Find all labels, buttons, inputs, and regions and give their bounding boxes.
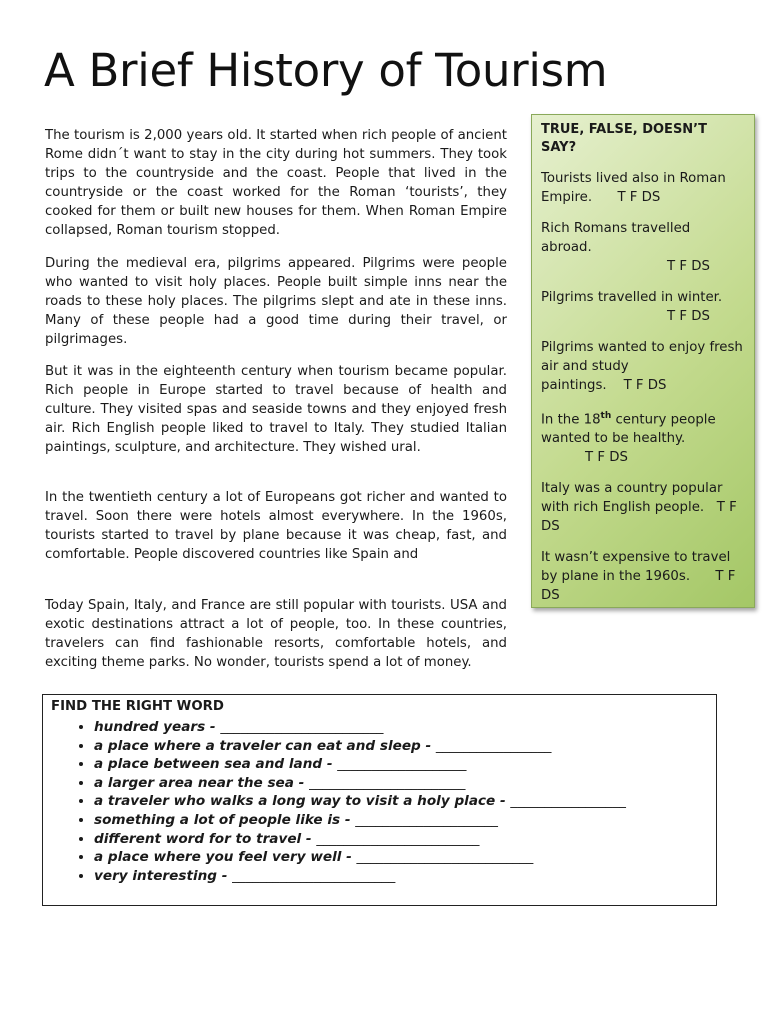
list-item (94, 737, 626, 756)
article-paragraph: In the twentieth century a lot of Europeans got richer and wanted to travel. Soon there were hotels almost everywhere. In the 1960s, tourists started to travel by plane because it was cheap, fast, and comfortable. People discovered countries like Spain and (45, 490, 507, 562)
quiz-question (541, 407, 745, 467)
quiz-question (541, 548, 745, 605)
clue-text: different word for to travel - (94, 830, 317, 847)
question-text: Tourists lived also in Roman Empire. (541, 171, 726, 205)
answer-options[interactable]: T F DS (667, 309, 710, 324)
answer-blank[interactable]: ________________________ (220, 719, 384, 735)
article-paragraph: During the medieval era, pilgrims appeared. Pilgrims were people who wanted to visit holy places. People built simple inns near the roads to these holy places. The pilgrims slept and ate in these inns. Many of these people had a good time during their travel, or pilgrimages. (45, 256, 507, 347)
clue-text: a traveler who walks a long way to visit a holy place - (94, 793, 511, 810)
question-text: Italy was a country popular with rich English people. (541, 481, 723, 516)
clue-text: something a lot of people like is - (94, 811, 356, 828)
answer-blank[interactable]: ________________________ (232, 867, 396, 884)
answer-blank[interactable]: ___________________ (337, 756, 467, 773)
question-text-part: In the 18 (541, 412, 601, 428)
quiz-question (541, 219, 745, 276)
answer-blank[interactable]: _________________ (510, 793, 626, 810)
answer-blank[interactable]: _______________________ (309, 774, 466, 791)
quiz-question (541, 479, 745, 536)
quiz-question (541, 288, 745, 326)
question-text: It wasn’t expensive to travel by plane in the 1960s. (541, 550, 731, 585)
question-text: Pilgrims travelled in winter. (541, 290, 723, 305)
clue-text: a larger area near the sea - (94, 774, 310, 791)
clue-text: hundred years - (94, 719, 221, 735)
answer-options[interactable]: T F DS (617, 190, 661, 205)
answer-blank[interactable]: _________________ (435, 737, 552, 754)
article-paragraph: The tourism is 2,000 years old. It started when rich people of ancient Rome didn´t want to stay in the city during hot summers. They took trips to the countryside and the coast. People that lived in the countryside or the coast worked for the Roman ‘tourists’, they cooked for them or built new houses for them. When Roman Empire collapsed, Roman tourism stopped. (45, 128, 507, 238)
answer-options[interactable]: T F DS (585, 450, 628, 466)
question-text-part: century people wanted to be healthy. (541, 412, 716, 447)
answer-options[interactable]: T F DS (667, 259, 710, 274)
answer-blank[interactable]: __________________________ (356, 849, 534, 866)
list-item (94, 718, 626, 737)
answer-blank[interactable]: _____________________ (355, 811, 498, 828)
answer-blank[interactable]: ________________________ (316, 830, 480, 847)
question-text: Rich Romans travelled abroad. (541, 221, 691, 255)
list-item (94, 774, 626, 793)
find-word-heading: FIND THE RIGHT WORD (51, 699, 224, 714)
article-paragraph: Today Spain, Italy, and France are still popular with tourists. USA and exotic destinations attract a lot of people, too. In these countries, travelers can find fashionable resorts, comfortable hotels, and exciting theme parks. No wonder, tourists spend a lot of money. (45, 598, 507, 670)
quiz-question (541, 338, 745, 395)
list-item (94, 792, 626, 811)
answer-options[interactable]: T F DS (623, 378, 667, 393)
list-item (94, 811, 626, 830)
list-item (94, 755, 626, 774)
page-title: A Brief History of Tourism (44, 44, 608, 97)
article-paragraph: But it was in the eighteenth century when tourism became popular. Rich people in Europe started to travel because of health and culture. They visited spas and seaside towns and they enjoyed fresh air. Rich English people liked to travel to Italy. They studied Italian paintings, sculpture, and architecture. They wished ural. (45, 364, 507, 455)
list-item (94, 867, 626, 886)
ordinal-suffix: th (600, 411, 612, 421)
clue-text: a place where you feel very well - (94, 849, 357, 866)
true-false-panel (531, 114, 755, 608)
clue-text: very interesting - (94, 867, 233, 884)
quiz-question (541, 169, 745, 207)
question-text: Pilgrims wanted to enjoy fresh air and study paintings. (541, 340, 743, 393)
answer-options[interactable]: T F DS (541, 500, 737, 535)
answer-options[interactable]: T F DS (541, 569, 736, 604)
find-word-box (42, 694, 717, 906)
list-item (94, 848, 626, 867)
quiz-heading: TRUE, FALSE, DOESN’T SAY? (541, 122, 707, 155)
vocabulary-list (78, 718, 626, 885)
clue-text: a place where a traveler can eat and sleep - (94, 737, 436, 754)
clue-text: a place between sea and land - (94, 756, 338, 773)
list-item (94, 830, 626, 849)
